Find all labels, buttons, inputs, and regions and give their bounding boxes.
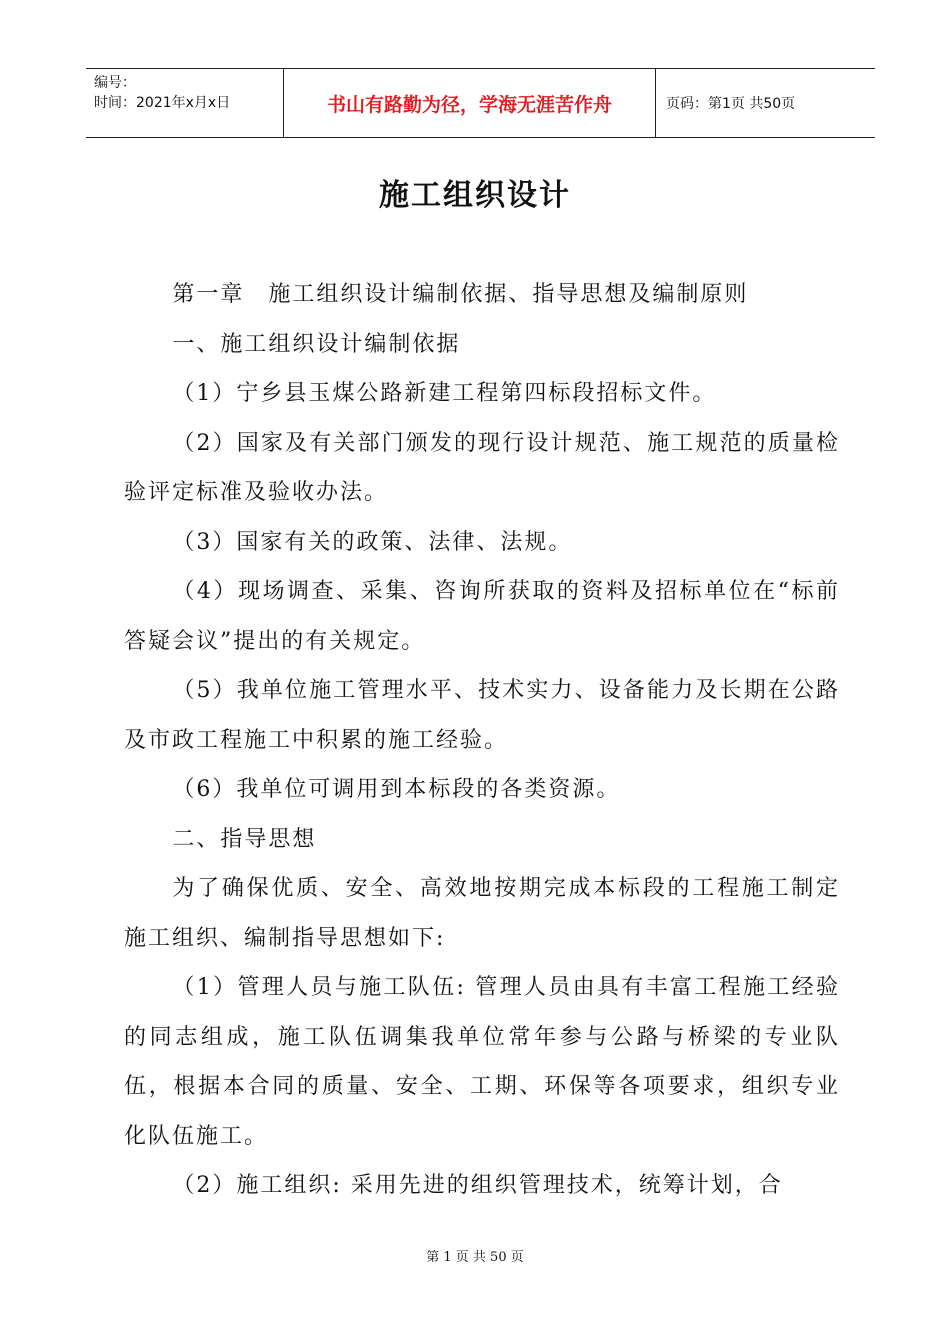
- paragraph: （2）国家及有关部门颁发的现行设计规范、施工规范的质量检验评定标准及验收办法。: [124, 430, 840, 505]
- paragraph: （6）我单位可调用到本标段的各类资源。: [172, 777, 621, 802]
- header-meta: [86, 69, 284, 137]
- document-time-label: 时间：2021年x月x日: [94, 95, 231, 111]
- document-number-label: 编号：: [94, 75, 136, 91]
- paragraph: （3）国家有关的政策、法律、法规。: [172, 529, 573, 555]
- paragraph: （4）现场调查、采集、咨询所获取的资料及招标单位在“标前答疑会议”提出的有关规定。: [124, 579, 840, 654]
- chapter-heading: 第一章 施工组织设计编制依据、指导思想及编制原则: [172, 282, 749, 307]
- section-heading: 一、施工组织设计编制依据: [172, 331, 461, 357]
- paragraph: 为了确保优质、安全、高效地按期完成本标段的工程施工制定施工组织、编制指导思想如下:: [124, 876, 840, 951]
- paragraph: （1）管理人员与施工队伍: 管理人员由具有丰富工程施工经验的同志组成，施工队伍调集我单位常年参与公路与桥梁的专业队伍，根据本合同的质量、安全、工期、环保等各项要求，组织专业化队伍施工。: [124, 975, 840, 1149]
- paragraph: （5）我单位施工管理水平、技术实力、设备能力及长期在公路及市政工程施工中积累的施工经验。: [124, 678, 840, 753]
- document-body: [124, 270, 840, 1211]
- paragraph: （1）宁乡县玉煤公路新建工程第四标段招标文件。: [172, 381, 717, 406]
- section-heading: 二、指导思想: [172, 826, 317, 852]
- page-header: [86, 68, 875, 138]
- document-title: 施工组织设计: [379, 178, 571, 213]
- page-footer: 第 1 页 共 50 页: [426, 1250, 524, 1265]
- paragraph: （2）施工组织: 采用先进的组织管理技术，统筹计划，合: [172, 1173, 783, 1198]
- header-page-info: 页码：第1页 共50页: [666, 96, 796, 112]
- header-slogan: 书山有路勤为径，学海无涯苦作舟: [284, 69, 656, 137]
